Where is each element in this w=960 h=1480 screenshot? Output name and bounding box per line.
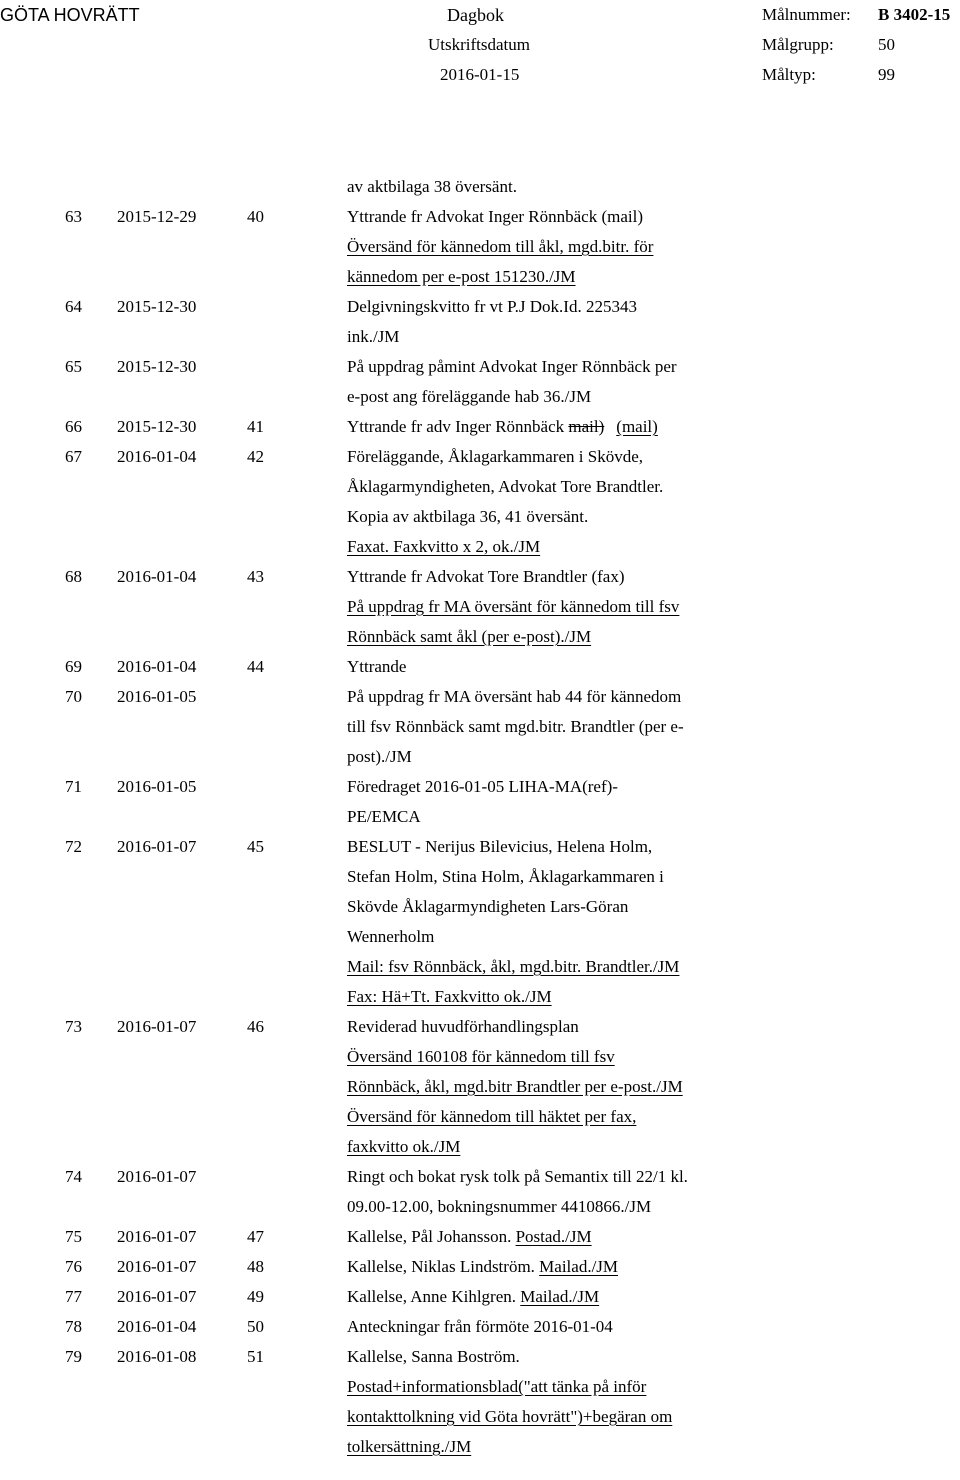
entry-date: 2016-01-07 [117,1167,197,1186]
entry-text-segment: Föredraget 2016-01-05 LIHA-MA(ref)- [347,777,618,796]
entry-number: 70 [65,687,82,706]
entry-text-segment: BESLUT - Nerijus Bilevicius, Helena Holm, [347,837,653,856]
entry-number: 73 [65,1017,82,1036]
entry-text [347,292,737,352]
journal-entry [0,652,960,682]
entry-text-segment: tolkersättning./JM [347,1437,472,1456]
journal-entry [0,1312,960,1342]
entry-text-segment: mail) [568,417,605,436]
journal-entry [0,1222,960,1252]
entry-text-segment: Kallelse, Sanna Boström. [347,1347,525,1366]
entry-text-line [347,1042,737,1072]
entry-date: 2015-12-29 [117,207,197,226]
entry-text-segment: ink./JM [347,327,400,346]
entry-text-line [347,712,737,742]
entry-text-segment: Åklagarmyndigheten, Advokat Tore Brandtler. [347,477,664,496]
journal-entry [0,772,960,832]
entry-text-line [347,352,737,382]
entry-text [347,172,737,202]
entry-text-segment: På uppdrag påmint Advokat Inger Rönnbäck per [347,357,677,376]
case-number: B 3402-15 [878,5,951,24]
entry-number: 77 [65,1287,82,1306]
entry-text-segment: Postad+informationsblad("att tänka på inför [347,1377,647,1396]
entry-date: 2016-01-05 [117,777,197,796]
entry-text-line [347,1252,737,1282]
entry-number: 71 [65,777,82,796]
entry-aktbilaga: 45 [247,837,264,856]
print-date-label: Utskriftsdatum [428,35,530,54]
entry-text-segment: till fsv Rönnbäck samt mgd.bitr. Brandtler (per e- [347,717,684,736]
case-type: 99 [878,65,895,84]
entry-aktbilaga: 51 [247,1347,264,1366]
entry-text-segment: Yttrande fr Advokat Tore Brandtler (fax) [347,567,629,586]
entry-text-line [347,382,737,412]
journal-entry [0,832,960,1012]
entry-text-line [347,1312,737,1342]
case-type-label: Måltyp: [762,65,816,84]
entry-number: 72 [65,837,82,856]
entry-date: 2015-12-30 [117,357,197,376]
entry-text-line [347,202,737,232]
entry-date: 2016-01-07 [117,1227,197,1246]
journal-entry [0,1282,960,1312]
entry-text-line [347,802,737,832]
entry-date: 2016-01-07 [117,837,197,856]
journal-entry [0,292,960,352]
entry-text-segment: (mail) [616,417,658,436]
entry-number: 63 [65,207,82,226]
entry-text [347,1222,737,1252]
case-group: 50 [878,35,895,54]
journal-entry [0,1012,960,1162]
case-number-label: Målnummer: [762,5,851,24]
entry-text-line [347,322,737,352]
entry-text [347,1252,737,1282]
entry-text-line [347,682,737,712]
entry-aktbilaga: 43 [247,567,264,586]
entry-text-segment: kontakttolkning vid Göta hovrätt")+begäran om [347,1407,673,1426]
entry-text-segment: Mailad./JM [539,1257,619,1276]
entry-text-line [347,472,737,502]
entry-text-segment: Yttrande [347,657,407,676]
entry-text-segment: Översänd för kännedom till åkl, mgd.bitr. för [347,237,654,256]
entry-date: 2016-01-04 [117,447,197,466]
entry-text-segment: 09.00-12.00, bokningsnummer 4410866./JM [347,1197,652,1216]
entry-number: 69 [65,657,82,676]
entry-text [347,442,737,562]
entry-text-segment: Mail: fsv Rönnbäck, åkl, mgd.bitr. Brandtler./JM [347,957,680,976]
entry-text [347,412,737,442]
entry-number: 75 [65,1227,82,1246]
entry-date: 2016-01-07 [117,1017,197,1036]
entry-aktbilaga: 46 [247,1017,264,1036]
entry-text-segment: Kopia av aktbilaga 36, 41 översänt. [347,507,593,526]
journal-entry [0,172,960,202]
entry-text-line [347,592,737,622]
entry-text [347,562,737,652]
entry-text-line [347,1282,737,1312]
entry-date: 2016-01-07 [117,1257,197,1276]
journal-entry [0,202,960,292]
entry-text [347,682,737,772]
entry-text-line [347,292,737,322]
case-group-label: Målgrupp: [762,35,834,54]
entry-number: 64 [65,297,82,316]
entry-text-line [347,1342,737,1372]
entry-text-line [347,832,737,862]
journal-entry [0,1342,960,1462]
entry-date: 2016-01-05 [117,687,197,706]
entry-text-segment: Reviderad huvudförhandlingsplan [347,1017,584,1036]
entry-text-line [347,532,737,562]
journal-entry [0,442,960,562]
entry-text-segment: Föreläggande, Åklagarkammaren i Skövde, [347,447,643,466]
entry-date: 2016-01-04 [117,657,197,676]
entry-aktbilaga: 44 [247,657,264,676]
entry-aktbilaga: 47 [247,1227,264,1246]
entry-text-segment: Wennerholm [347,927,439,946]
entry-number: 74 [65,1167,82,1186]
document-title: Dagbok [447,5,504,25]
entry-text [347,202,737,292]
journal-entry [0,562,960,652]
journal-entry [0,1162,960,1222]
entry-number: 66 [65,417,82,436]
entry-text-line [347,562,737,592]
entry-text-segment: Ringt och bokat rysk tolk på Semantix till 22/1 kl. [347,1167,688,1186]
entry-text-line [347,742,737,772]
entry-text-segment: På uppdrag fr MA översänt för kännedom till fsv [347,597,680,616]
entry-text-segment: Faxat. Faxkvitto x 2, ok./JM [347,537,541,556]
entry-text-line [347,1372,737,1402]
entry-text-line [347,772,737,802]
entry-text-segment: Översänd 160108 för kännedom till fsv [347,1047,615,1066]
entry-text [347,1312,737,1342]
entry-text-line [347,172,737,202]
entry-text [347,652,737,682]
entry-date: 2015-12-30 [117,417,197,436]
entry-aktbilaga: 49 [247,1287,264,1306]
entry-text-segment: av aktbilaga 38 översänt. [347,177,517,196]
entry-text-line [347,1162,737,1192]
journal-entry [0,352,960,412]
entry-date: 2016-01-04 [117,567,197,586]
entry-number: 78 [65,1317,82,1336]
journal-entry [0,682,960,772]
entry-text-line [347,1222,737,1252]
entry-text-line [347,502,737,532]
entry-text-segment: Rönnbäck, åkl, mgd.bitr Brandtler per e-post./JM [347,1077,683,1096]
entry-number: 65 [65,357,82,376]
entry-text-segment: e-post ang föreläggande hab 36./JM [347,387,592,406]
journal-entry [0,412,960,442]
entry-aktbilaga: 41 [247,417,264,436]
entry-date: 2016-01-04 [117,1317,197,1336]
entry-text [347,352,737,412]
entry-number: 68 [65,567,82,586]
entry-text-segment: Skövde Åklagarmyndigheten Lars-Göran [347,897,629,916]
entry-text-segment: Postad./JM [515,1227,592,1246]
entry-text-line [347,952,737,982]
entry-text-line [347,1192,737,1222]
entry-number: 67 [65,447,82,466]
entry-number: 79 [65,1347,82,1366]
entry-date: 2015-12-30 [117,297,197,316]
entry-text-segment: Yttrande fr adv Inger Rönnbäck [347,417,569,436]
entry-text-segment: Delgivningskvitto fr vt P.J Dok.Id. 225343 [347,297,637,316]
entry-text [347,832,737,1012]
entry-text-line [347,1402,737,1432]
entry-text-segment: Kallelse, Anne Kihlgren. [347,1287,521,1306]
entry-aktbilaga: 50 [247,1317,264,1336]
entry-text [347,1342,737,1462]
entry-date: 2016-01-08 [117,1347,197,1366]
entry-text-segment: post)./JM [347,747,412,766]
entry-text [347,772,737,832]
entry-aktbilaga: 48 [247,1257,264,1276]
entry-aktbilaga: 42 [247,447,264,466]
entry-text-segment: Rönnbäck samt åkl (per e-post)./JM [347,627,592,646]
print-date: 2016-01-15 [440,65,520,84]
entry-text-line [347,1132,737,1162]
entry-text-segment: På uppdrag fr MA översänt hab 44 för kännedom [347,687,682,706]
entry-text-segment: Fax: Hä+Tt. Faxkvitto ok./JM [347,987,552,1006]
entry-text-line [347,1012,737,1042]
entry-text-line [347,262,737,292]
entry-text-line [347,862,737,892]
entry-text-segment: Kallelse, Pål Johansson. [347,1227,516,1246]
court-name: GÖTA HOVRÄTT [0,5,140,25]
entry-number: 76 [65,1257,82,1276]
entry-text-line [347,442,737,472]
journal-entry [0,1252,960,1282]
entry-text-segment: Kallelse, Niklas Lindström. [347,1257,540,1276]
entry-text-segment: Yttrande fr Advokat Inger Rönnbäck (mail) [347,207,648,226]
entry-text-segment: Översänd för kännedom till häktet per fax, [347,1107,637,1126]
entry-text-line [347,232,737,262]
entry-text [347,1012,737,1162]
entry-text-segment: Mailad./JM [520,1287,600,1306]
entry-text-line [347,1072,737,1102]
entry-text-line [347,892,737,922]
entry-text [347,1282,737,1312]
entry-text-line [347,1432,737,1462]
entry-text-line [347,922,737,952]
journal-entries [0,172,960,1462]
entry-text-line [347,622,737,652]
entry-text-segment: kännedom per e-post 151230./JM [347,267,576,286]
entry-text-segment: Anteckningar från förmöte 2016-01-04 [347,1317,613,1336]
entry-text-segment: PE/EMCA [347,807,421,826]
entry-text-line [347,982,737,1012]
entry-text-line [347,1102,737,1132]
entry-date: 2016-01-07 [117,1287,197,1306]
entry-text-line [347,412,737,442]
entry-text-segment: faxkvitto ok./JM [347,1137,461,1156]
entry-aktbilaga: 40 [247,207,264,226]
entry-text-line [347,652,737,682]
entry-text-segment: Stefan Holm, Stina Holm, Åklagarkammaren i [347,867,664,886]
entry-text [347,1162,737,1222]
